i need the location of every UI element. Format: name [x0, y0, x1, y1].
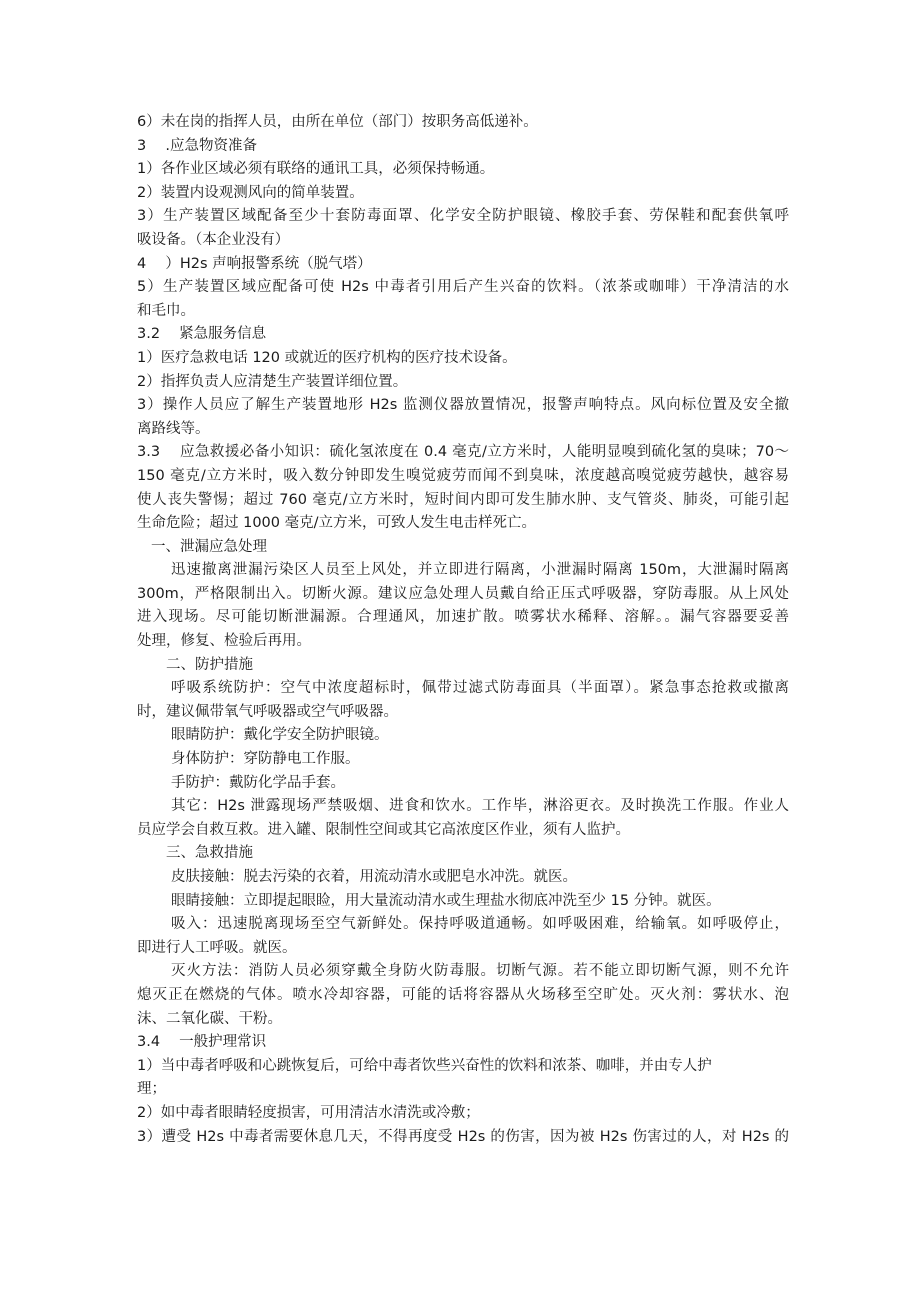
section-heading: 3.2 紧急服务信息 — [137, 326, 267, 343]
section-heading: 3.4 一般护理常识 — [137, 1034, 267, 1051]
text-line: 即进行人工呼吸。就医。 — [137, 939, 297, 956]
document-page — [137, 111, 789, 1149]
text-line: 皮肤接触：脱去污染的衣着，用流动清水或肥皂水冲洗。就医。 — [171, 869, 577, 885]
text-line: 150 毫克/立方米时，吸入数分钟即发生嗅觉疲劳而闻不到臭味，浓度越高嗅觉疲劳越快，越容易 — [137, 467, 789, 484]
text-line: 手防护：戴防化学品手套。 — [171, 774, 345, 791]
text-line: 身体防护：穿防静电工作服。 — [171, 751, 360, 768]
text-line: 吸设备。（本企业没有） — [137, 231, 290, 248]
text-line: 眼睛接触：立即提起眼睑，用大量流动清水或生理盐水彻底冲洗至少 15 分钟。就医。 — [171, 892, 721, 909]
text-line: 3）生产装置区域配备至少十套防毒面罩、化学安全防护眼镜、橡胶手套、劳保鞋和配套供氧呼 — [137, 208, 789, 225]
text-line: 5）生产装置区域应配备可使 H2s 中毒者引用后产生兴奋的饮料。（浓茶或咖啡）干净清洁的水 — [137, 279, 789, 296]
text-line: 员应学会自救互救。进入罐、限制性空间或其它高浓度区作业，须有人监护。 — [137, 821, 630, 838]
subsection-heading: 一、泄漏应急处理 — [151, 538, 267, 555]
text-line: 灭火方法：消防人员必须穿戴全身防火防毒服。切断气源。若不能立即切断气源，则不允许 — [171, 963, 789, 980]
text-line: 和毛巾。 — [137, 302, 195, 319]
text-line: 300m，严格限制出入。切断火源。建议应急处理人员戴自给正压式呼吸器，穿防毒服。从上风处 — [137, 585, 789, 602]
text-line: 6）未在岗的指挥人员，由所在单位（部门）按职务高低递补。 — [137, 114, 538, 130]
text-line: 使人丧失警惕；超过 760 毫克/立方米时，短时间内即可发生肺水肿、支气管炎、肺炎，可能引起 — [137, 491, 789, 508]
text-line: 3）遭受 H2s 中毒者需要休息几天，不得再度受 H2s 的伤害，因为被 H2s 伤害过的人，对 H2s 的 — [137, 1128, 789, 1145]
text-line: 3）操作人员应了解生产装置地形 H2s 监测仪器放置情况，报警声响特点。风向标位置及安全撤 — [137, 397, 789, 414]
text-line: 理； — [137, 1081, 166, 1098]
text-line: 1）医疗急救电话 120 或就近的医疗机构的医疗技术设备。 — [137, 349, 517, 366]
text-line: 1）当中毒者呼吸和心跳恢复后，可给中毒者饮些兴奋性的饮料和浓茶、咖啡，并由专人护 — [137, 1057, 712, 1074]
text-line: 2）装置内设观测风向的简单装置。 — [137, 184, 364, 201]
text-line: 呼吸系统防护：空气中浓度超标时，佩带过滤式防毒面具（半面罩）。紧急事态抢救或撤离 — [171, 680, 789, 697]
text-line: 迅速撤离泄漏污染区人员至上风处，并立即进行隔离，小泄漏时隔离 150m，大泄漏时隔离 — [171, 562, 789, 579]
text-line: 其它：H2s 泄露现场严禁吸烟、进食和饮水。工作毕，淋浴更衣。及时换洗工作服。作业人 — [171, 798, 789, 815]
text-line: 吸入：迅速脱离现场至空气新鲜处。保持呼吸道通畅。如呼吸困难，给输氧。如呼吸停止， — [171, 916, 789, 933]
text-line: 生命危险；超过 1000 毫克/立方米，可致人发生电击样死亡。 — [137, 515, 537, 532]
subsection-heading: 二、防护措施 — [166, 656, 253, 673]
text-line: 2）如中毒者眼睛轻度损害，可用清洁水清洗或冷敷； — [137, 1104, 480, 1121]
text-line: 2）指挥负责人应清楚生产装置详细位置。 — [137, 373, 408, 390]
subsection-heading: 三、急救措施 — [166, 845, 253, 862]
text-line: 熄灭正在燃烧的气体。喷水冷却容器，可能的话将容器从火场移至空旷处。灭火剂：雾状水、泡 — [137, 986, 789, 1003]
section-heading: 3 .应急物资准备 — [137, 137, 257, 154]
text-line: 眼睛防护：戴化学安全防护眼镜。 — [171, 727, 389, 744]
text-line: 沫、二氧化碳、干粉。 — [137, 1010, 282, 1027]
text-line: 进入现场。尽可能切断泄漏源。合理通风，加速扩散。喷雾状水稀释、溶解。。漏气容器要妥善 — [137, 609, 789, 626]
text-line: 3.3 应急救援必备小知识：硫化氢浓度在 0.4 毫克/立方米时，人能明显嗅到硫化氢的臭味；70～ — [137, 444, 789, 461]
text-line: 离路线等。 — [137, 420, 210, 437]
text-line: 处理，修复、检验后再用。 — [137, 633, 311, 650]
text-line: 4 ）H2s 声响报警系统（脱气塔） — [137, 255, 372, 272]
text-line: 时，建议佩带氧气呼吸器或空气呼吸器。 — [137, 703, 398, 720]
text-line: 1）各作业区域必须有联络的通讯工具，必须保持畅通。 — [137, 161, 495, 178]
